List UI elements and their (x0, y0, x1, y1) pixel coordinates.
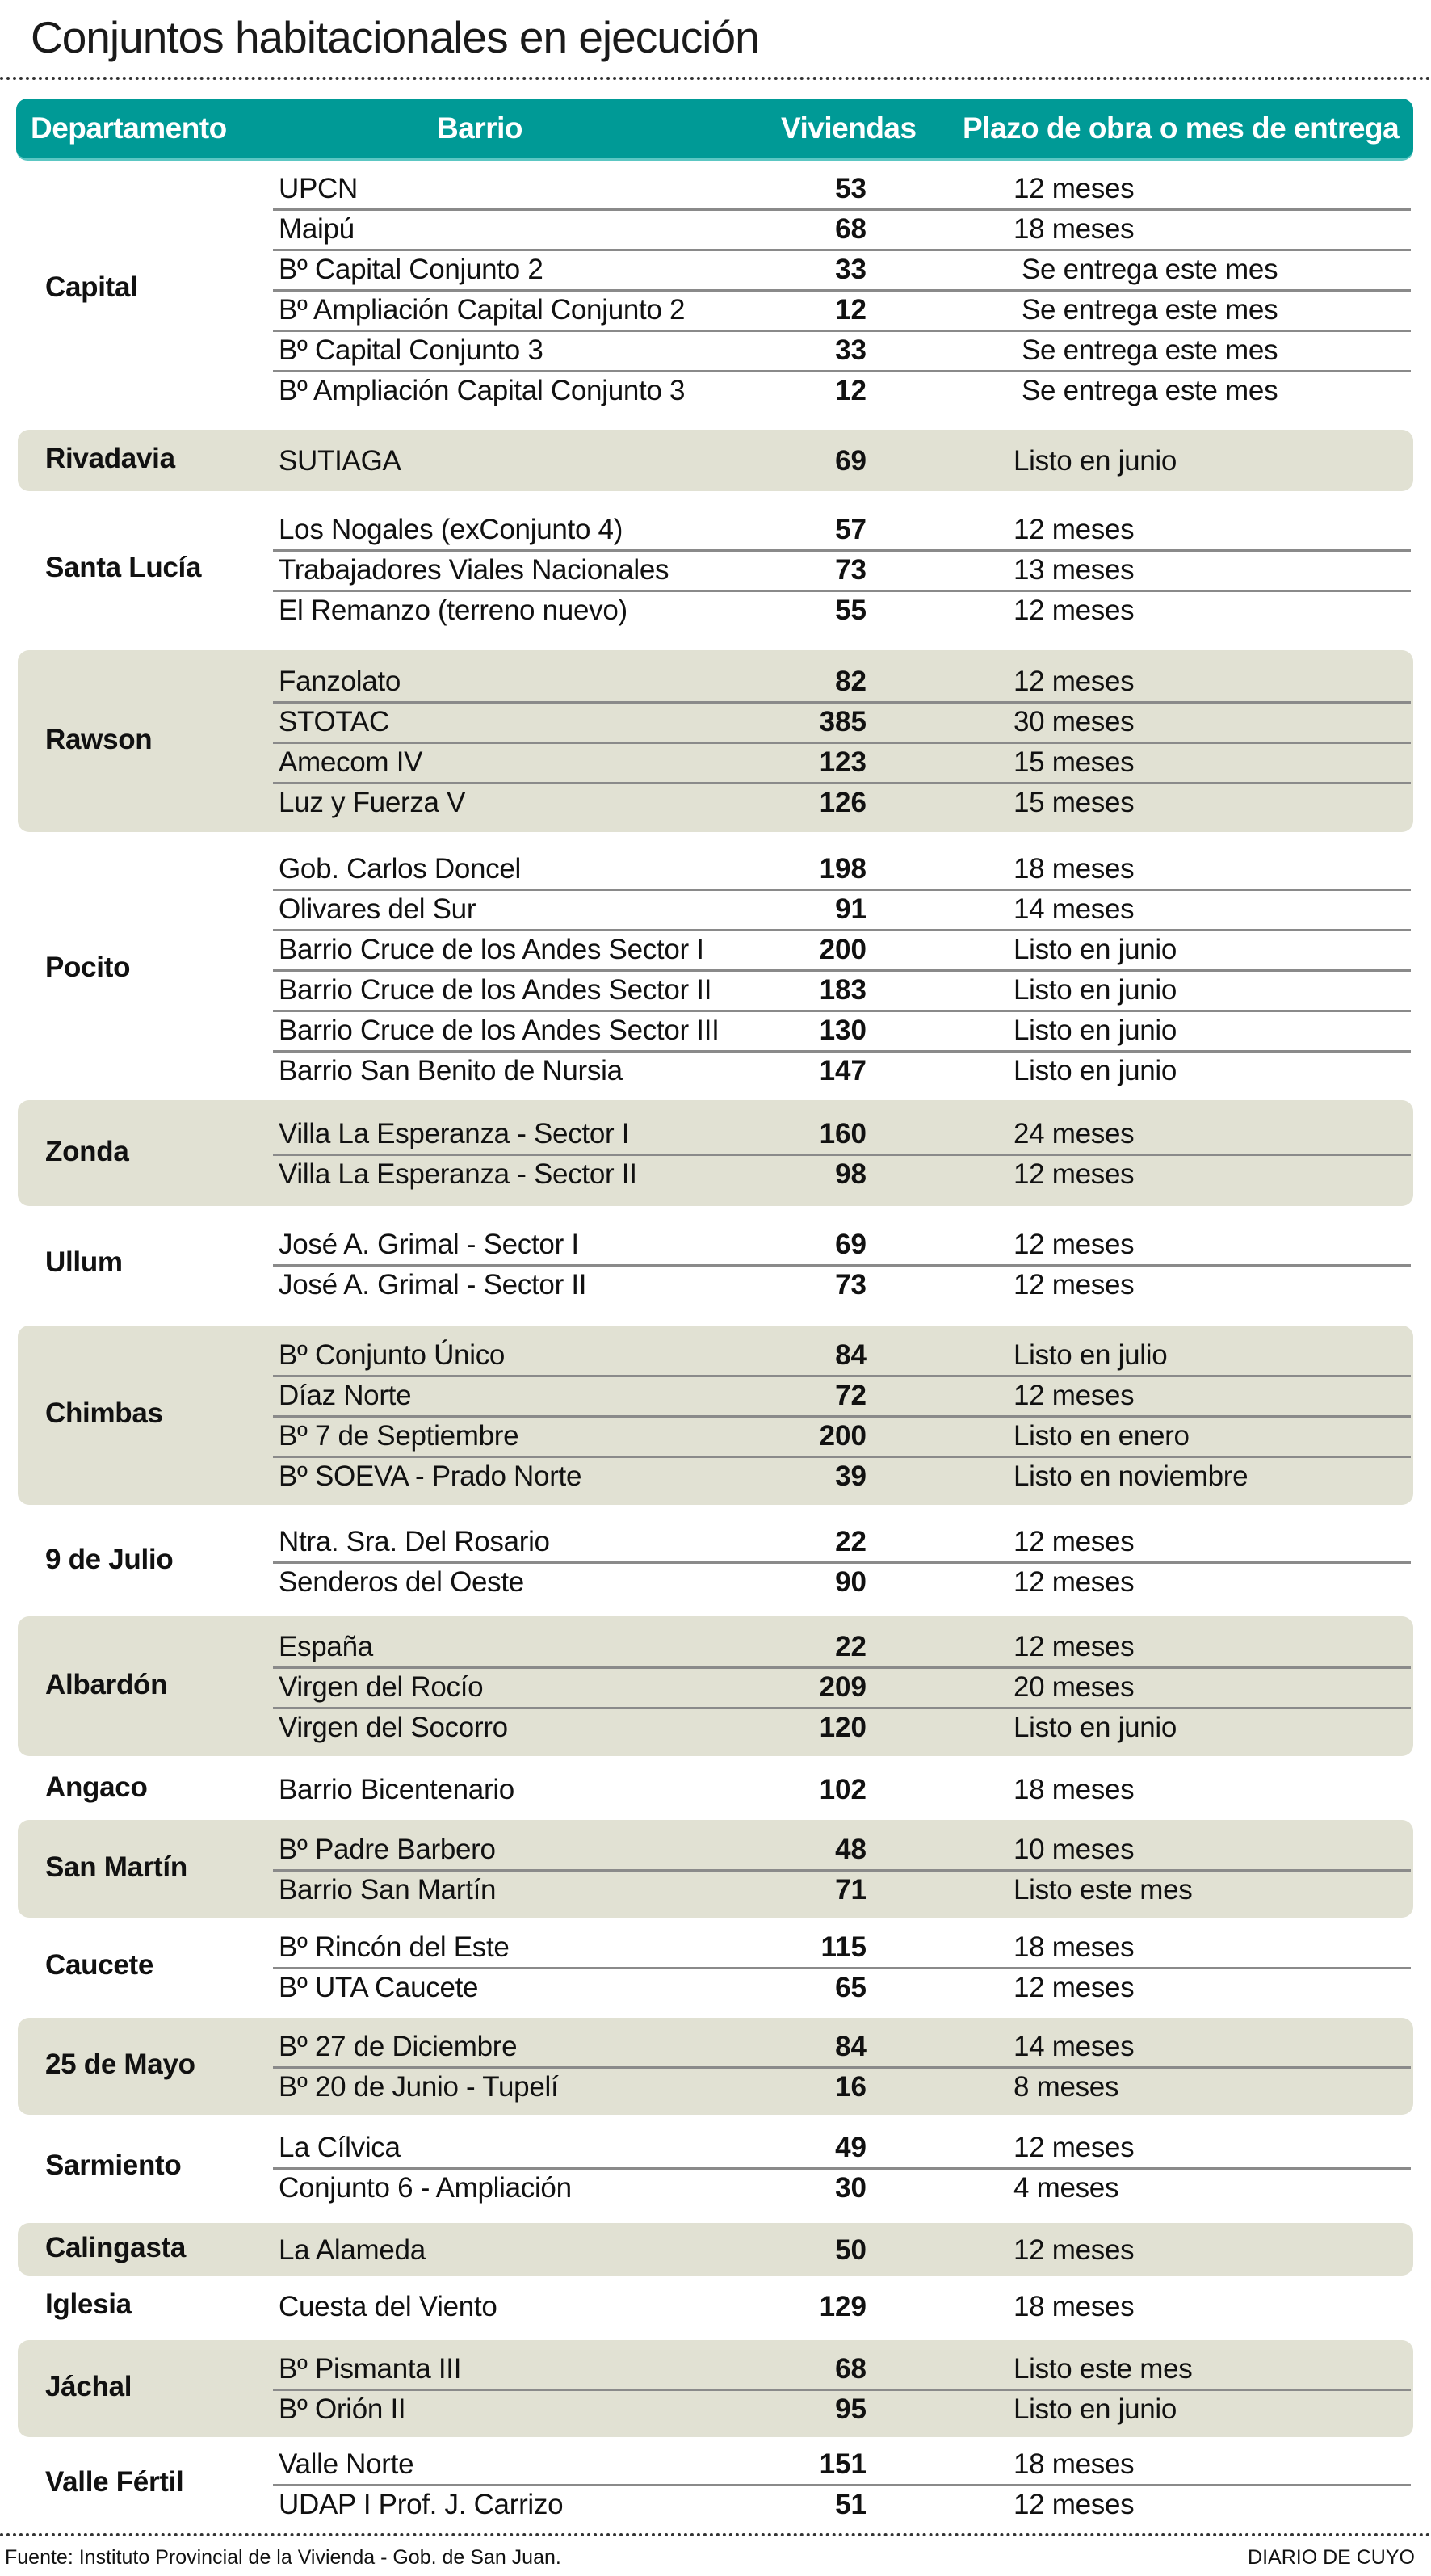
column-header-plazo: Plazo de obra o mes de entrega (963, 111, 1400, 145)
viviendas-cell: 115 (820, 1931, 867, 1963)
plazo-cell: 14 meses (1013, 893, 1135, 925)
plazo-cell: Listo en junio (1013, 445, 1177, 477)
plazo-cell: 12 meses (1013, 1526, 1135, 1557)
department-label: Rivadavia (45, 443, 175, 474)
department-label: Jáchal (45, 2371, 132, 2402)
table-row (273, 1829, 1411, 1872)
viviendas-cell: 68 (835, 2353, 867, 2385)
barrio-cell: Bº 20 de Junio - Tupelí (279, 2071, 559, 2103)
department-label: Chimbas (45, 1397, 163, 1429)
plazo-cell: 15 meses (1013, 787, 1135, 818)
viviendas-cell: 200 (819, 1420, 867, 1452)
viviendas-cell: 151 (819, 2448, 867, 2480)
department-label: Angaco (45, 1771, 148, 1803)
table-row (273, 2484, 1411, 2524)
table-row (273, 168, 1411, 211)
plazo-cell: Se entrega este mes (1022, 294, 1278, 326)
viviendas-cell: 69 (835, 445, 867, 477)
barrio-cell: La Alameda (279, 2234, 426, 2266)
plazo-cell: 12 meses (1013, 1269, 1135, 1301)
table-row (273, 2348, 1411, 2391)
department-label: Caucete (45, 1949, 154, 1981)
viviendas-cell: 48 (835, 1834, 867, 1865)
barrio-cell: STOTAC (279, 706, 389, 738)
barrio-cell: El Remanzo (terreno nuevo) (279, 595, 627, 626)
barrio-cell: Barrio Bicentenario (279, 1774, 514, 1805)
plazo-cell: 12 meses (1013, 1229, 1135, 1260)
viviendas-cell: 84 (835, 1339, 867, 1371)
plazo-cell: 14 meses (1013, 2031, 1135, 2062)
plazo-cell: Listo en junio (1013, 934, 1177, 965)
table-row (273, 249, 1411, 292)
department-label: Santa Lucía (45, 552, 202, 583)
table-row (273, 1264, 1411, 1305)
barrio-cell: Bº SOEVA - Prado Norte (279, 1460, 582, 1492)
viviendas-cell: 98 (835, 1158, 867, 1190)
plazo-cell: 18 meses (1013, 2448, 1135, 2480)
viviendas-cell: 102 (819, 1774, 867, 1805)
table-row (273, 969, 1411, 1012)
page-title: Conjuntos habitacionales en ejecución (31, 12, 759, 62)
table-row (273, 509, 1411, 552)
plazo-cell: 12 meses (1013, 1972, 1135, 2003)
department-label: Ullum (45, 1246, 123, 1278)
barrio-cell: Barrio San Martín (279, 1874, 497, 1906)
viviendas-cell: 73 (835, 554, 867, 586)
department-label: Zonda (45, 1136, 129, 1167)
barrio-cell: Ntra. Sra. Del Rosario (279, 1526, 550, 1557)
viviendas-cell: 198 (819, 853, 867, 885)
table-row (273, 929, 1411, 972)
plazo-cell: 12 meses (1013, 514, 1135, 545)
barrio-cell: Bº Capital Conjunto 2 (279, 254, 543, 285)
department-label: San Martín (45, 1851, 187, 1883)
table-row (273, 1521, 1411, 1564)
table-row (273, 370, 1411, 410)
plazo-cell: 12 meses (1013, 666, 1135, 697)
plazo-cell: 18 meses (1013, 1931, 1135, 1963)
barrio-cell: Bº Ampliación Capital Conjunto 3 (279, 375, 686, 406)
barrio-cell: Barrio Cruce de los Andes Sector III (279, 1015, 720, 1046)
viviendas-cell: 84 (835, 2031, 867, 2062)
plazo-cell: Se entrega este mes (1022, 334, 1278, 366)
table-row (273, 590, 1411, 630)
barrio-cell: La Cílvica (279, 2132, 401, 2163)
viviendas-cell: 65 (835, 1972, 867, 2003)
barrio-cell: José A. Grimal - Sector II (279, 1269, 587, 1301)
table-row (273, 742, 1411, 784)
table-row (273, 330, 1411, 372)
title-divider (0, 77, 1431, 80)
plazo-cell: 12 meses (1013, 1631, 1135, 1662)
table-row (273, 1666, 1411, 1709)
viviendas-cell: 147 (819, 1055, 867, 1086)
viviendas-cell: 55 (835, 595, 867, 626)
table-row (273, 782, 1411, 822)
viviendas-cell: 91 (835, 893, 867, 925)
viviendas-cell: 22 (835, 1631, 867, 1662)
viviendas-cell: 50 (835, 2234, 867, 2266)
table-row (273, 1010, 1411, 1053)
viviendas-cell: 12 (835, 294, 867, 326)
table-row (273, 208, 1411, 251)
barrio-cell: España (279, 1631, 373, 1662)
table-row (273, 2127, 1411, 2170)
viviendas-cell: 120 (819, 1712, 867, 1743)
plazo-cell: 12 meses (1013, 595, 1135, 626)
barrio-cell: Bº Ampliación Capital Conjunto 2 (279, 294, 686, 326)
viviendas-cell: 16 (835, 2071, 867, 2103)
plazo-cell: Listo en junio (1013, 1015, 1177, 1046)
table-row (273, 2026, 1411, 2069)
publisher-credit: DIARIO DE CUYO (1248, 2546, 1415, 2569)
table-row (273, 1707, 1411, 1747)
barrio-cell: Bº 7 de Septiembre (279, 1420, 519, 1452)
barrio-cell: Barrio Cruce de los Andes Sector I (279, 934, 704, 965)
table-row (273, 1050, 1411, 1090)
table-row (273, 1113, 1411, 1156)
plazo-cell: 12 meses (1013, 1380, 1135, 1411)
barrio-cell: Virgen del Socorro (279, 1712, 508, 1743)
viviendas-cell: 95 (835, 2393, 867, 2425)
plazo-cell: 10 meses (1013, 1834, 1135, 1865)
plazo-cell: 12 meses (1013, 1566, 1135, 1598)
department-label: 25 de Mayo (45, 2049, 195, 2080)
table-row (273, 1561, 1411, 1602)
plazo-cell: Listo en junio (1013, 974, 1177, 1006)
barrio-cell: Villa La Esperanza - Sector II (279, 1158, 637, 1190)
source-note: Fuente: Instituto Provincial de la Vivienda - Gob. de San Juan. (5, 2546, 561, 2569)
barrio-cell: UDAP I Prof. J. Carrizo (279, 2489, 564, 2520)
table-row (273, 1769, 1411, 1809)
barrio-cell: Villa La Esperanza - Sector I (279, 1118, 630, 1149)
table-header (16, 99, 1413, 161)
table-row (273, 848, 1411, 891)
barrio-cell: Senderos del Oeste (279, 1566, 524, 1598)
plazo-cell: Listo este mes (1013, 1874, 1193, 1906)
barrio-cell: Gob. Carlos Doncel (279, 853, 522, 885)
barrio-cell: Amecom IV (279, 746, 423, 778)
barrio-cell: Maipú (279, 213, 355, 245)
viviendas-cell: 30 (835, 2172, 867, 2204)
barrio-cell: UPCN (279, 173, 358, 204)
viviendas-cell: 22 (835, 1526, 867, 1557)
viviendas-cell: 209 (819, 1671, 867, 1703)
department-label: Calingasta (45, 2232, 186, 2263)
table-row (273, 661, 1411, 704)
viviendas-cell: 82 (835, 666, 867, 697)
plazo-cell: 18 meses (1013, 853, 1135, 885)
viviendas-cell: 123 (819, 746, 867, 778)
barrio-cell: Luz y Fuerza V (279, 787, 466, 818)
viviendas-cell: 72 (835, 1380, 867, 1411)
barrio-cell: Bº 27 de Diciembre (279, 2031, 518, 2062)
plazo-cell: 12 meses (1013, 2234, 1135, 2266)
column-header-departamento: Departamento (31, 111, 227, 145)
table-row (273, 701, 1411, 744)
barrio-cell: Barrio Cruce de los Andes Sector II (279, 974, 712, 1006)
table-row (273, 1927, 1411, 1969)
plazo-cell: 18 meses (1013, 2291, 1135, 2322)
plazo-cell: 18 meses (1013, 1774, 1135, 1805)
viviendas-cell: 160 (819, 1118, 867, 1149)
plazo-cell: 12 meses (1013, 2132, 1135, 2163)
barrio-cell: Fanzolato (279, 666, 401, 697)
plazo-cell: Listo en junio (1013, 1055, 1177, 1086)
barrio-cell: Los Nogales (exConjunto 4) (279, 514, 623, 545)
viviendas-cell: 126 (819, 787, 867, 818)
table-row (273, 2389, 1411, 2429)
barrio-cell: Bº Orión II (279, 2393, 406, 2425)
table-row (273, 1154, 1411, 1194)
table-row (273, 1224, 1411, 1267)
department-label: Valle Fértil (45, 2466, 184, 2498)
department-label: Rawson (45, 724, 153, 755)
footer-divider (0, 2533, 1431, 2536)
barrio-cell: Barrio San Benito de Nursia (279, 1055, 623, 1086)
plazo-cell: Listo en julio (1013, 1339, 1168, 1371)
table-row (273, 289, 1411, 332)
viviendas-cell: 33 (835, 334, 867, 366)
plazo-cell: 12 meses (1013, 2489, 1135, 2520)
plazo-cell: 13 meses (1013, 554, 1135, 586)
viviendas-cell: 73 (835, 1269, 867, 1301)
barrio-cell: Olivares del Sur (279, 893, 476, 925)
table-row (273, 889, 1411, 931)
plazo-cell: 8 meses (1013, 2071, 1119, 2103)
viviendas-cell: 51 (835, 2489, 867, 2520)
viviendas-cell: 129 (819, 2291, 867, 2322)
table-row (273, 1334, 1411, 1377)
table-row (273, 1375, 1411, 1418)
barrio-cell: Díaz Norte (279, 1380, 412, 1411)
viviendas-cell: 33 (835, 254, 867, 285)
viviendas-cell: 200 (819, 934, 867, 965)
barrio-cell: Valle Norte (279, 2448, 414, 2480)
table-row (273, 2066, 1411, 2107)
column-header-barrio: Barrio (437, 111, 522, 145)
barrio-cell: Trabajadores Viales Nacionales (279, 554, 669, 586)
column-header-viviendas: Viviendas (781, 111, 917, 145)
plazo-cell: Listo en enero (1013, 1420, 1190, 1452)
viviendas-cell: 130 (819, 1015, 867, 1046)
table-row (273, 549, 1411, 592)
plazo-cell: 15 meses (1013, 746, 1135, 778)
plazo-cell: 20 meses (1013, 1671, 1135, 1703)
plazo-cell: 30 meses (1013, 706, 1135, 738)
viviendas-cell: 57 (835, 514, 867, 545)
plazo-cell: Se entrega este mes (1022, 254, 1278, 285)
viviendas-cell: 71 (835, 1874, 867, 1906)
table-row (273, 440, 1411, 481)
plazo-cell: 4 meses (1013, 2172, 1119, 2204)
barrio-cell: Bº Pismanta III (279, 2353, 462, 2385)
plazo-cell: Se entrega este mes (1022, 375, 1278, 406)
viviendas-cell: 90 (835, 1566, 867, 1598)
barrio-cell: Bº UTA Caucete (279, 1972, 479, 2003)
department-label: Capital (45, 271, 138, 303)
viviendas-cell: 385 (819, 706, 867, 738)
table-row (273, 2167, 1411, 2208)
viviendas-cell: 12 (835, 375, 867, 406)
viviendas-cell: 53 (835, 173, 867, 204)
department-label: Albardón (45, 1669, 168, 1700)
table-row (273, 2444, 1411, 2486)
table-row (273, 1456, 1411, 1496)
barrio-cell: Bº Capital Conjunto 3 (279, 334, 543, 366)
barrio-cell: SUTIAGA (279, 445, 401, 477)
plazo-cell: 12 meses (1013, 1158, 1135, 1190)
plazo-cell: Listo en junio (1013, 2393, 1177, 2425)
table-row (273, 2229, 1411, 2270)
barrio-cell: Conjunto 6 - Ampliación (279, 2172, 572, 2204)
plazo-cell: Listo en junio (1013, 1712, 1177, 1743)
barrio-cell: Bº Padre Barbero (279, 1834, 496, 1865)
table-row (273, 1415, 1411, 1458)
department-label: Pocito (45, 952, 131, 983)
barrio-cell: Bº Conjunto Único (279, 1339, 506, 1371)
barrio-cell: Cuesta del Viento (279, 2291, 497, 2322)
plazo-cell: Listo este mes (1013, 2353, 1193, 2385)
table-row (273, 1967, 1411, 2007)
viviendas-cell: 69 (835, 1229, 867, 1260)
viviendas-cell: 183 (819, 974, 867, 1006)
viviendas-cell: 68 (835, 213, 867, 245)
table-row (273, 1626, 1411, 1669)
table-row (273, 2286, 1411, 2326)
table-row (273, 1869, 1411, 1910)
plazo-cell: Listo en noviembre (1013, 1460, 1248, 1492)
barrio-cell: José A. Grimal - Sector I (279, 1229, 579, 1260)
plazo-cell: 12 meses (1013, 173, 1135, 204)
plazo-cell: 18 meses (1013, 213, 1135, 245)
plazo-cell: 24 meses (1013, 1118, 1135, 1149)
department-label: 9 de Julio (45, 1544, 174, 1575)
department-label: Iglesia (45, 2288, 132, 2320)
viviendas-cell: 39 (835, 1460, 867, 1492)
barrio-cell: Virgen del Rocío (279, 1671, 484, 1703)
department-label: Sarmiento (45, 2149, 182, 2181)
barrio-cell: Bº Rincón del Este (279, 1931, 510, 1963)
viviendas-cell: 49 (835, 2132, 867, 2163)
